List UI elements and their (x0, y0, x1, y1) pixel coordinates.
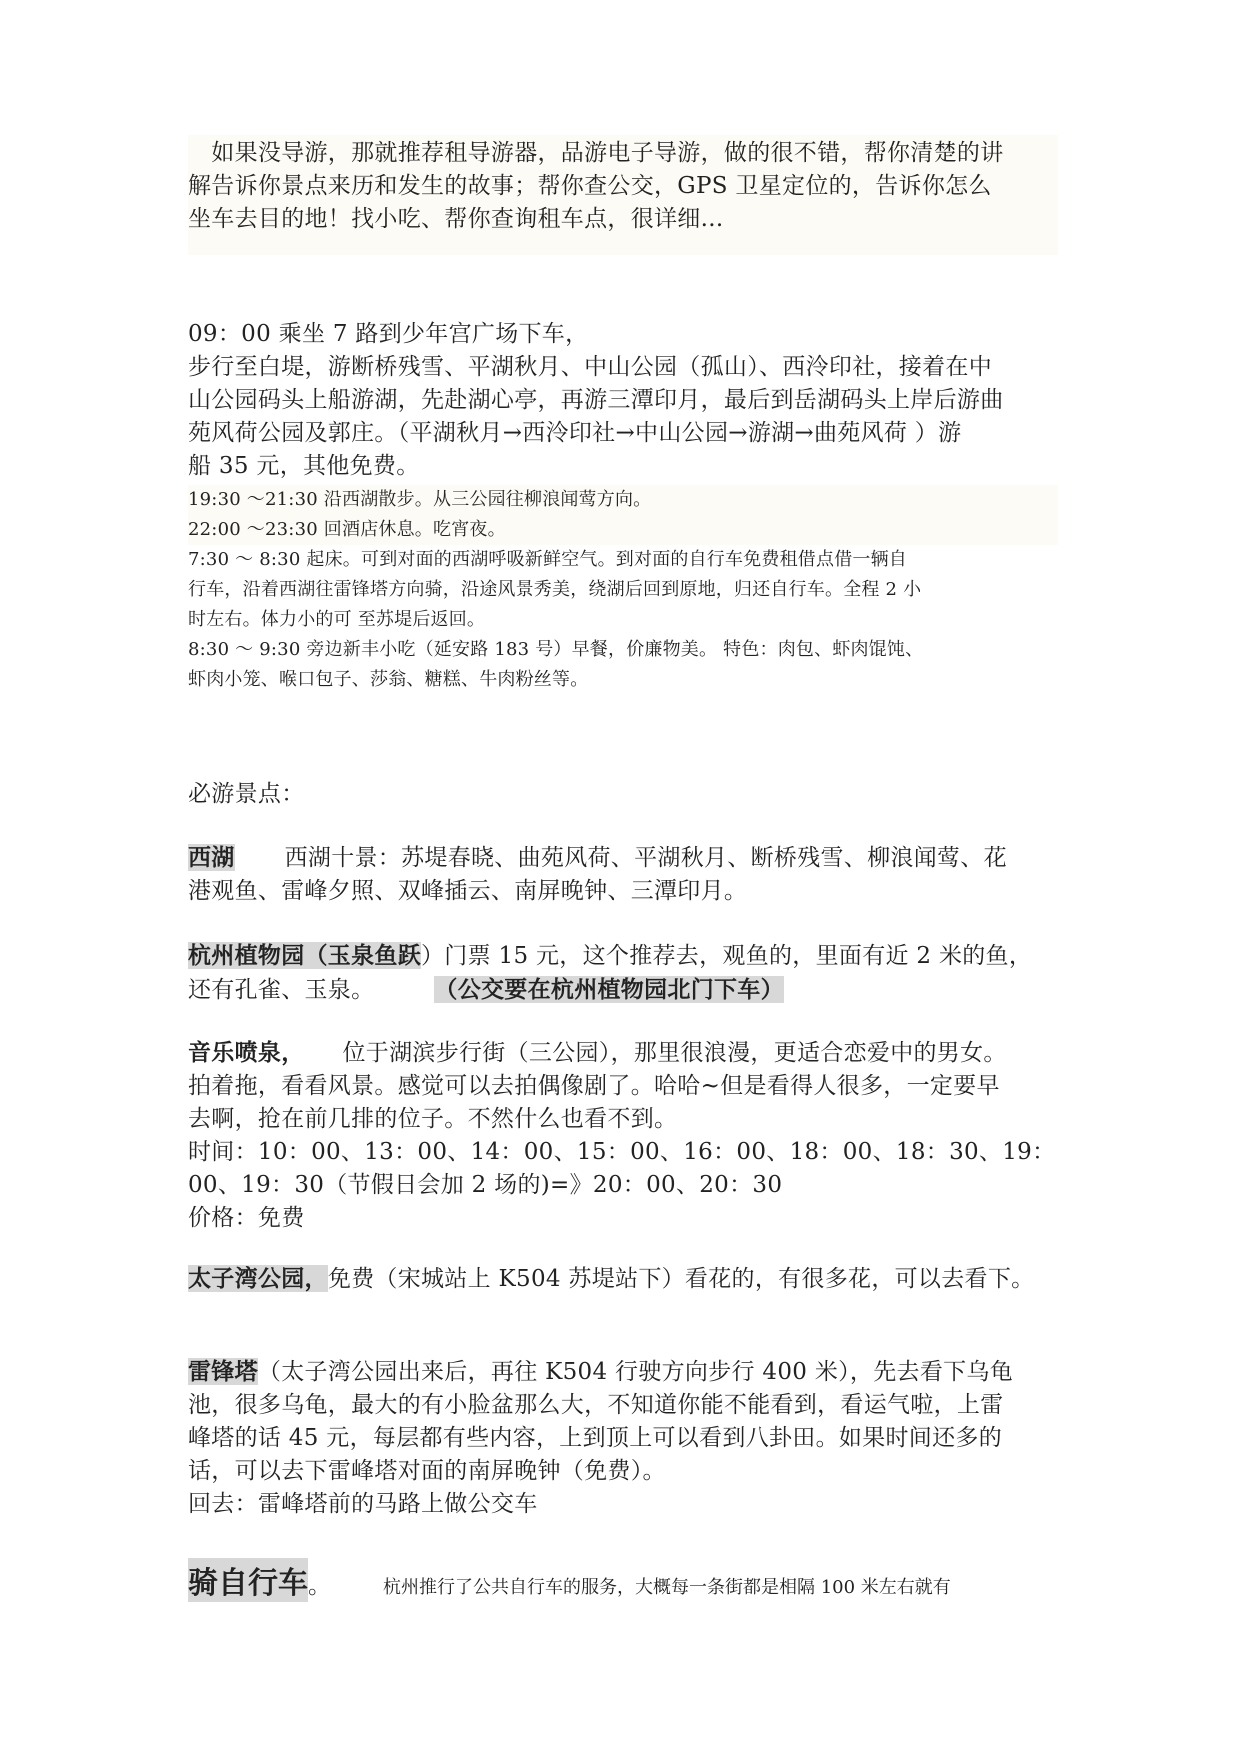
botanical-line (188, 973, 1058, 1007)
fountain-line: 价格：免费 (188, 1205, 305, 1231)
itinerary-line: 09：00 乘坐 7 路到少年宫广场下车， (188, 321, 589, 347)
botanical-text-2: 还有孔雀、玉泉。 (188, 977, 375, 1003)
leifeng-name: 雷锋塔 (188, 1358, 258, 1385)
bike-section (188, 1558, 1058, 1602)
must-see-title: 必游景点： (188, 781, 305, 807)
fountain-line: 拍着拖，看看风景。感觉可以去拍偶像剧了。哈哈~但是看得人很多，一定要早 (188, 1073, 1000, 1099)
bike-punct: 。 (308, 1573, 331, 1599)
taiziwan-section (188, 1262, 1058, 1296)
botanical-section (188, 939, 1058, 1007)
leifeng-line: 峰塔的话 45 元，每层都有些内容，上到顶上可以看到八卦田。如果时间还多的 (188, 1425, 1002, 1451)
leifeng-line: 话，可以去下雷峰塔对面的南屏晚钟（免费）。 (188, 1458, 666, 1484)
fountain-line: 时间：10：00、13：00、14：00、15：00、16：00、18：00、18：30、19： (188, 1139, 1056, 1165)
taiziwan-line (188, 1262, 1058, 1296)
intro-line: 如果没导游，那就推荐租导游器，品游电子导游，做的很不错，帮你清楚的讲 (188, 140, 1004, 166)
bike-line (188, 1558, 1058, 1602)
xihu-name: 西湖 (188, 844, 235, 871)
itinerary-line: 船 35 元，其他免费。 (188, 453, 420, 479)
bike-name: 骑自行车 (188, 1558, 308, 1602)
xihu-line: 港观鱼、雷峰夕照、双峰插云、南屏晚钟、三潭印月。 (188, 878, 748, 904)
xihu-text: 西湖十景：苏堤春晓、曲苑风荷、平湖秋月、断桥残雪、柳浪闻莺、花 (284, 845, 1007, 871)
schedule-line: 时左右。体力小的可 至苏堤后返回。 (188, 609, 486, 630)
fountain-line (188, 1036, 1058, 1070)
itinerary-line: 苑风荷公园及郭庄。（平湖秋月→西泠印社→中山公园→游湖→曲苑风荷 ）游 (188, 420, 962, 446)
schedule-line: 7:30 ～ 8:30 起床。可到对面的西湖呼吸新鲜空气。到对面的自行车免费租借点借一辆自 (188, 549, 908, 570)
leifeng-line: 池，很多乌龟，最大的有小脸盆那么大，不知道你能不能看到，看运气啦，上雷 (188, 1392, 1004, 1418)
xihu-section (188, 841, 1058, 908)
intro-line: 解告诉你景点来历和发生的故事；帮你查公交，GPS 卫星定位的，告诉你怎么 (188, 173, 992, 199)
itinerary-line: 步行至白堤，游断桥残雪、平湖秋月、中山公园（孤山）、西泠印社，接着在中 (188, 354, 992, 380)
fountain-text: 位于湖滨步行街（三公园），那里很浪漫，更适合恋爱中的男女。 (342, 1040, 1007, 1066)
bike-text: 杭州推行了公共自行车的服务，大概每一条街都是相隔 100 米左右就有 (383, 1577, 951, 1598)
fountain-section (188, 1036, 1058, 1235)
leifeng-text: （太子湾公园出来后，再往 K504 行驶方向步行 400 米），先去看下乌龟 (257, 1359, 1014, 1385)
schedule-section (188, 485, 1058, 695)
schedule-line: 19:30 ～21:30 沿西湖散步。从三公园往柳浪闻莺方向。 (188, 485, 1058, 515)
fountain-name: 音乐喷泉， (188, 1039, 305, 1066)
itinerary-paragraph (188, 318, 1058, 483)
fountain-line: 00、19：30（节假日会加 2 场的)=》20：00、20：30 (188, 1172, 783, 1198)
taiziwan-name: 太子湾公园， (188, 1265, 328, 1292)
schedule-line: 虾肉小笼、喉口包子、莎翁、糖糕、牛肉粉丝等。 (188, 669, 589, 690)
botanical-line (188, 939, 1058, 973)
intro-paragraph (188, 135, 1058, 255)
must-see-heading (188, 778, 1058, 811)
taiziwan-text: 免费（宋城站上 K504 苏堤站下）看花的，有很多花，可以去看下。 (327, 1266, 1035, 1292)
schedule-line: 8:30 ～ 9:30 旁边新丰小吃（延安路 183 号）早餐，价廉物美。 特色：肉包、虾肉馄饨、 (188, 639, 924, 660)
leifeng-line (188, 1355, 1058, 1389)
schedule-line: 行车，沿着西湖往雷锋塔方向骑，沿途风景秀美，绕湖后回到原地，归还自行车。全程 2 小 (188, 579, 922, 600)
leifeng-line: 回去：雷峰塔前的马路上做公交车 (188, 1491, 538, 1517)
bus-note: （公交要在杭州植物园北门下车） (434, 976, 784, 1003)
botanical-text: ）门票 15 元，这个推荐去，观鱼的，里面有近 2 米的鱼， (421, 943, 1033, 969)
itinerary-line: 山公园码头上船游湖，先赴湖心亭，再游三潭印月，最后到岳湖码头上岸后游曲 (188, 387, 1004, 413)
xihu-line (188, 841, 1058, 875)
intro-line: 坐车去目的地！找小吃、帮你查询租车点，很详细... (188, 206, 724, 232)
leifeng-section (188, 1355, 1058, 1521)
schedule-line: 22:00 ～23:30 回酒店休息。吃宵夜。 (188, 515, 1058, 545)
botanical-name: 杭州植物园（玉泉鱼跃 (188, 942, 421, 969)
fountain-line: 去啊，抢在前几排的位子。不然什么也看不到。 (188, 1106, 678, 1132)
